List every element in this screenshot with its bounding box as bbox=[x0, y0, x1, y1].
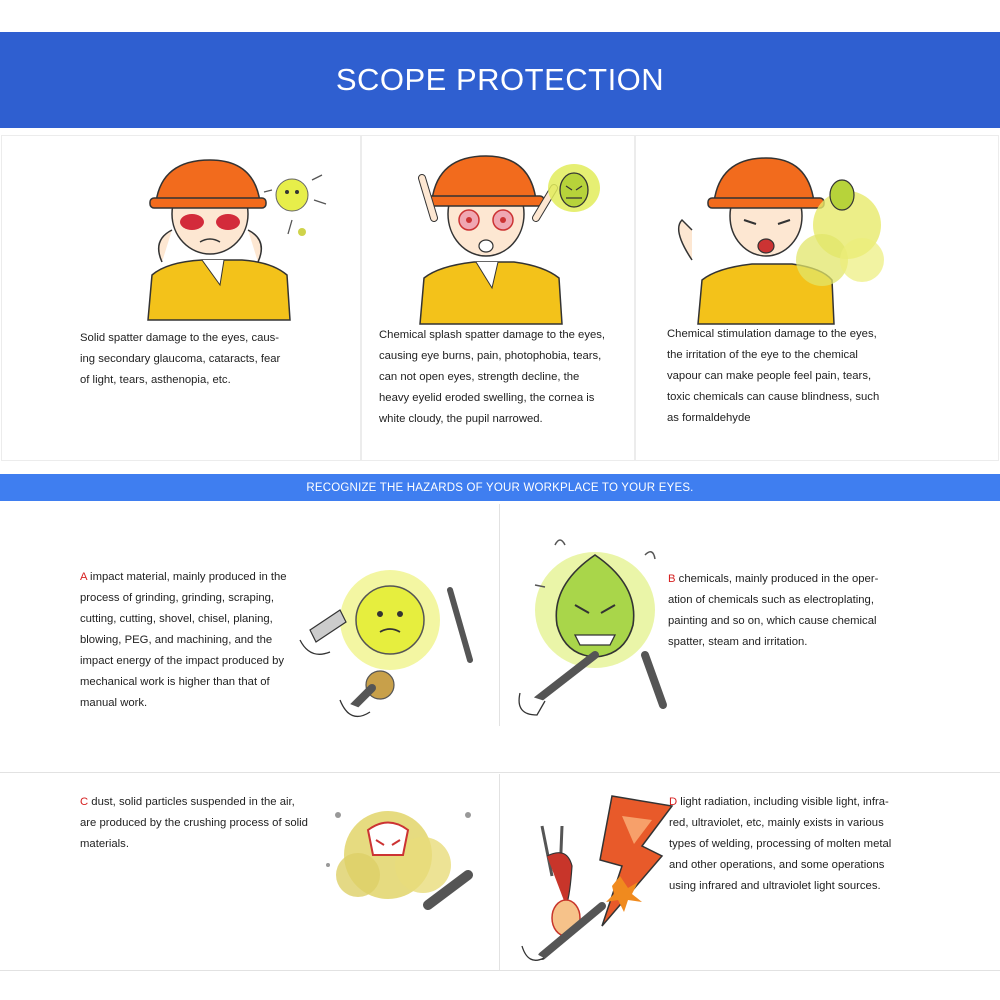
text-line: white cloudy, the pupil narrowed. bbox=[379, 413, 543, 425]
divider bbox=[499, 504, 500, 726]
panel-1-text bbox=[80, 328, 350, 391]
text-line: light radiation, including visible light, infra- bbox=[677, 796, 889, 808]
divider bbox=[499, 774, 500, 970]
hazard-letter: B bbox=[668, 573, 676, 585]
impact-material-icon bbox=[300, 560, 480, 725]
panel-chemical-splash bbox=[362, 136, 634, 460]
text-line: ation of chemicals such as electroplating, bbox=[668, 594, 874, 606]
panel-chemical-vapour bbox=[636, 136, 998, 460]
text-line: of light, tears, asthenopia, etc. bbox=[80, 374, 231, 386]
text-line: types of welding, processing of molten metal bbox=[669, 838, 892, 850]
text-line: are produced by the crushing process of solid bbox=[80, 817, 308, 829]
text-line: and other operations, and some operations bbox=[669, 859, 885, 871]
panel-solid-spatter bbox=[2, 136, 360, 460]
text-line: process of grinding, grinding, scraping, bbox=[80, 592, 275, 604]
text-line: can not open eyes, strength decline, the bbox=[379, 371, 580, 383]
text-line: impact energy of the impact produced by bbox=[80, 655, 285, 667]
divider bbox=[0, 970, 1000, 971]
text-line: Solid spatter damage to the eyes, caus- bbox=[80, 332, 280, 344]
hazard-d-text bbox=[669, 792, 929, 897]
text-line: blowing, PEG, and machining, and the bbox=[80, 634, 273, 646]
text-line: causing eye burns, pain, photophobia, tears, bbox=[379, 350, 602, 362]
worker-solid-spatter-icon bbox=[142, 150, 342, 325]
hazards-banner bbox=[0, 474, 1000, 501]
hazard-c-text bbox=[80, 792, 340, 855]
text-line: painting and so on, which cause chemical bbox=[668, 615, 877, 627]
hazard-letter: A bbox=[80, 571, 87, 583]
dust-icon bbox=[318, 795, 483, 920]
hazard-letter: D bbox=[669, 796, 678, 808]
worker-chemical-vapour-icon bbox=[662, 150, 882, 326]
text-line: as formaldehyde bbox=[667, 412, 751, 424]
hazard-b-text bbox=[668, 569, 908, 653]
text-line: Chemical stimulation damage to the eyes, bbox=[667, 328, 877, 340]
text-line: heavy eyelid eroded swelling, the cornea is bbox=[379, 392, 595, 404]
text-line: dust, solid particles suspended in the air, bbox=[88, 796, 295, 808]
text-line: manual work. bbox=[80, 697, 148, 709]
text-line: vapour can make people feel pain, tears, bbox=[667, 370, 872, 382]
banner-text: RECOGNIZE THE HAZARDS OF YOUR WORKPLACE TO YOUR EYES. bbox=[306, 481, 694, 494]
hazard-letter: C bbox=[80, 796, 89, 808]
panel-3-text bbox=[667, 324, 987, 429]
text-line: Chemical splash spatter damage to the eyes, bbox=[379, 329, 606, 341]
text-line: red, ultraviolet, etc, mainly exists in various bbox=[669, 817, 884, 829]
text-line: mechanical work is higher than that of bbox=[80, 676, 270, 688]
text-line: using infrared and ultraviolet light sources. bbox=[669, 880, 881, 892]
text-line: impact material, mainly produced in the bbox=[86, 571, 287, 583]
text-line: cutting, cutting, shovel, chisel, planing, bbox=[80, 613, 273, 625]
text-line: ing secondary glaucoma, cataracts, fear bbox=[80, 353, 281, 365]
light-radiation-icon bbox=[522, 796, 672, 966]
page-title: SCOPE PROTECTION bbox=[335, 62, 665, 97]
text-line: spatter, steam and irritation. bbox=[668, 636, 808, 648]
panel-2-text bbox=[379, 325, 639, 430]
text-line: chemicals, mainly produced in the oper- bbox=[675, 573, 879, 585]
text-line: toxic chemicals can cause blindness, such bbox=[667, 391, 880, 403]
text-line: materials. bbox=[80, 838, 129, 850]
hazard-a-text bbox=[80, 567, 320, 714]
header-bar bbox=[0, 32, 1000, 128]
worker-chemical-splash-icon bbox=[414, 148, 614, 326]
divider bbox=[0, 772, 1000, 773]
text-line: the irritation of the eye to the chemical bbox=[667, 349, 858, 361]
